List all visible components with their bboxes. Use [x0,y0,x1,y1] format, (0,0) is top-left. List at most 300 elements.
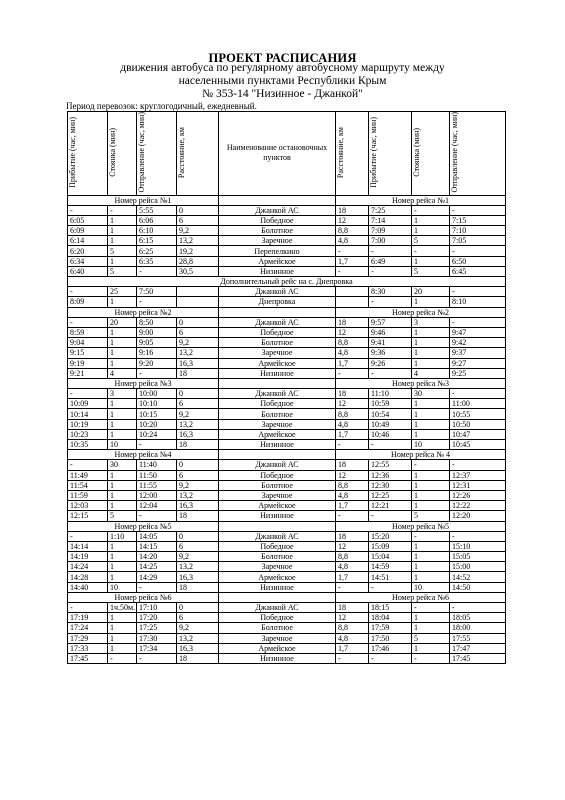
cell-stop-name: Джанкой АС [219,531,336,541]
trip-header-spacer [219,592,336,602]
table-row [68,297,506,307]
cell-stop: 1 [108,470,137,480]
cell-stop: 1 [108,226,137,236]
cell-stop-name: Джанкой АС [219,389,336,399]
cell-distance-return: 18 [336,205,369,215]
cell-arrival-return: - [369,653,412,663]
cell-distance: 16,3 [177,429,219,439]
cell-arrival-return: - [369,440,412,450]
cell-distance: 16,3 [177,358,219,368]
cell-departure-return: - [450,389,506,399]
cell-stop: 1 [108,236,137,246]
table-row [68,419,506,429]
cell-distance: 6 [177,399,219,409]
cell-arrival: 10:23 [68,429,108,439]
cell-stop-return: 10 [412,440,450,450]
cell-departure: 11:40 [137,460,177,470]
cell-stop-name: Победное [219,215,336,225]
cell-departure-return: 18:00 [450,623,506,633]
cell-distance: 9,2 [177,226,219,236]
cell-distance-return: 1,7 [336,256,369,266]
cell-stop-name: Низинное [219,266,336,276]
cell-distance: 6 [177,541,219,551]
trip-header-row [68,521,506,531]
cell-arrival: 14:24 [68,562,108,572]
cell-departure: 6:10 [137,226,177,236]
header-distance: Расстояние, км [177,112,219,196]
cell-stop: 10 [108,582,137,592]
extra-trip-row [68,277,506,287]
cell-distance-return: 18 [336,460,369,470]
cell-arrival: 14:14 [68,541,108,551]
cell-distance: 18 [177,511,219,521]
cell-distance: 16,3 [177,572,219,582]
cell-departure: 9:00 [137,327,177,337]
cell-stop-name: Днепровка [219,297,336,307]
cell-arrival-return: 12:36 [369,470,412,480]
cell-departure: 11:55 [137,480,177,490]
table-row [68,368,506,378]
cell-stop-name: Джанкой АС [219,603,336,613]
cell-arrival: - [68,531,108,541]
cell-arrival: 9:15 [68,348,108,358]
cell-stop: 1 [108,572,137,582]
table-row [68,501,506,511]
table-row [68,582,506,592]
cell-arrival-return: - [369,511,412,521]
cell-departure-return: - [450,531,506,541]
table-row [68,531,506,541]
cell-stop-return: 1 [412,338,450,348]
cell-stop: 1 [108,633,137,643]
cell-departure: 17:10 [137,603,177,613]
trip-header-spacer [219,378,336,388]
trip-header-row [68,378,506,388]
cell-stop-return: 20 [412,287,450,297]
cell-arrival-return: 17:59 [369,623,412,633]
trip-header-row [68,450,506,460]
cell-stop-return: 1 [412,613,450,623]
cell-arrival: 14:19 [68,552,108,562]
cell-stop: 1 [108,429,137,439]
cell-departure-return: 7:15 [450,215,506,225]
cell-arrival: - [68,317,108,327]
cell-departure: - [137,368,177,378]
cell-departure-return: 10:45 [450,440,506,450]
cell-distance: 6 [177,470,219,480]
cell-distance-return: 1,7 [336,358,369,368]
cell-stop: 1 [108,297,137,307]
table-row [68,256,506,266]
trip-number-return: Номер рейса №5 [336,521,506,531]
header-departure: Отправление (час, мин) [137,112,177,196]
cell-arrival: 9:04 [68,338,108,348]
cell-stop-return: 1 [412,541,450,551]
cell-arrival-return: - [369,266,412,276]
cell-stop: 1 [108,480,137,490]
table-row [68,215,506,225]
table-header-row [68,112,506,196]
cell-stop: 1 [108,623,137,633]
cell-stop-return: 1 [412,226,450,236]
cell-stop-return: 10 [412,582,450,592]
cell-arrival-return: 7:14 [369,215,412,225]
cell-departure: 9:05 [137,338,177,348]
cell-arrival-return: 8:30 [369,287,412,297]
cell-distance: 0 [177,389,219,399]
cell-departure-return: - [450,205,506,215]
trip-number-forward: Номер рейса №3 [68,378,219,388]
cell-arrival: 6:20 [68,246,108,256]
cell-stop-name: Джанкой АС [219,317,336,327]
cell-arrival: 10:09 [68,399,108,409]
cell-departure: 8:50 [137,317,177,327]
cell-departure: 5:55 [137,205,177,215]
cell-distance-return: - [336,266,369,276]
cell-stop-return: - [412,603,450,613]
cell-distance: 13,2 [177,419,219,429]
cell-stop-name: Заречное [219,419,336,429]
cell-stop: 1 [108,541,137,551]
cell-distance: 13,2 [177,490,219,500]
cell-stop-return: - [412,460,450,470]
cell-arrival: 10:35 [68,440,108,450]
cell-departure: - [137,440,177,450]
cell-departure: 14:15 [137,541,177,551]
cell-arrival: 12:03 [68,501,108,511]
cell-departure: 14:25 [137,562,177,572]
cell-stop-name: Болотное [219,338,336,348]
cell-departure-return: 12:31 [450,480,506,490]
cell-distance-return: 12 [336,215,369,225]
cell-stop: 1 [108,613,137,623]
cell-stop: 1 [108,215,137,225]
header-departure-return: Отправление (час, мин) [450,112,506,196]
period-note: Период перевозок: круглогодичный, ежедневный. [66,101,257,111]
cell-stop-name: Заречное [219,490,336,500]
table-row [68,623,506,633]
cell-distance-return: - [336,368,369,378]
cell-distance: 0 [177,205,219,215]
header-distance-return: Расстояние, км [336,112,369,196]
cell-departure-return: 17:55 [450,633,506,643]
cell-stop-name: Низинное [219,511,336,521]
cell-distance-return: 18 [336,603,369,613]
cell-stop-return: 1 [412,562,450,572]
cell-stop-return: - [412,531,450,541]
cell-stop: 4 [108,368,137,378]
cell-stop-return: 5 [412,633,450,643]
cell-stop-name: Джанкой АС [219,287,336,297]
document-subtitle-line-1: движения автобуса по регулярному автобусному маршруту между [120,62,445,74]
cell-arrival: 17:29 [68,633,108,643]
table-row [68,226,506,236]
trip-header-row [68,592,506,602]
cell-departure-return: 6:45 [450,266,506,276]
cell-stop-return: - [412,246,450,256]
table-row [68,236,506,246]
cell-distance-return: - [336,246,369,256]
cell-stop: 1 [108,419,137,429]
cell-distance: 13,2 [177,236,219,246]
trip-header-spacer [219,307,336,317]
trip-header-row [68,307,506,317]
cell-stop: 1 [108,358,137,368]
cell-arrival: 14:40 [68,582,108,592]
cell-stop: 1 [108,501,137,511]
cell-stop-return: 1 [412,552,450,562]
cell-departure-return: 9:27 [450,358,506,368]
cell-stop-return: 4 [412,368,450,378]
cell-stop: 1ч.50м. [108,603,137,613]
cell-departure-return: 17:45 [450,653,506,663]
cell-stop: 30 [108,460,137,470]
cell-arrival-return: 15:20 [369,531,412,541]
cell-arrival: 11:49 [68,470,108,480]
cell-distance-return: 18 [336,531,369,541]
cell-stop-name: Низинное [219,368,336,378]
cell-stop-return: 1 [412,399,450,409]
table-row [68,562,506,572]
cell-departure-return: 9:37 [450,348,506,358]
cell-stop: 1 [108,348,137,358]
cell-distance-return: 8,8 [336,552,369,562]
cell-stop-return: 30 [412,389,450,399]
cell-arrival: 6:34 [68,256,108,266]
cell-stop-return: 1 [412,470,450,480]
cell-distance: 9,2 [177,409,219,419]
cell-stop: 25 [108,287,137,297]
cell-arrival-return: 11:10 [369,389,412,399]
cell-stop-return: - [412,653,450,663]
cell-arrival-return: 9:36 [369,348,412,358]
trip-number-forward: Номер рейса №6 [68,592,219,602]
cell-departure-return: 10:50 [450,419,506,429]
cell-departure-return: 12:20 [450,511,506,521]
cell-distance-return: 8,8 [336,338,369,348]
cell-distance: 13,2 [177,348,219,358]
table-row [68,603,506,613]
cell-stop-name: Низинное [219,653,336,663]
cell-distance-return: 12 [336,327,369,337]
cell-departure: 17:34 [137,643,177,653]
cell-arrival-return: - [369,368,412,378]
cell-stop-name: Низинное [219,440,336,450]
cell-arrival: 8:09 [68,297,108,307]
cell-arrival-return: - [369,582,412,592]
cell-arrival: 6:14 [68,236,108,246]
cell-stop: 10 [108,440,137,450]
cell-distance-return [336,297,369,307]
cell-departure: 10:20 [137,419,177,429]
cell-stop-return: 1 [412,480,450,490]
cell-stop-return: 1 [412,490,450,500]
cell-stop-return: 1 [412,256,450,266]
cell-stop-return: 1 [412,419,450,429]
cell-departure-return: 9:25 [450,368,506,378]
table-row [68,205,506,215]
cell-stop-return: 3 [412,317,450,327]
cell-arrival-return: 7:25 [369,205,412,215]
cell-stop-return: 1 [412,623,450,633]
cell-stop-name: Заречное [219,348,336,358]
cell-arrival-return: 12:21 [369,501,412,511]
cell-stop-name: Болотное [219,480,336,490]
cell-distance: 6 [177,327,219,337]
cell-stop: 5 [108,511,137,521]
cell-departure: 10:24 [137,429,177,439]
cell-stop: 1:10 [108,531,137,541]
cell-stop: 1 [108,643,137,653]
cell-departure: 14:05 [137,531,177,541]
cell-stop-return: 1 [412,643,450,653]
cell-stop: 1 [108,327,137,337]
cell-departure: 10:00 [137,389,177,399]
cell-stop: 5 [108,266,137,276]
document-title: ПРОЕКТ РАСПИСАНИЯ [208,51,357,65]
cell-stop-return: 5 [412,236,450,246]
cell-distance: 18 [177,368,219,378]
cell-arrival: 8:59 [68,327,108,337]
cell-stop-name: Джанкой АС [219,460,336,470]
cell-departure-return: 12:37 [450,470,506,480]
cell-arrival: 12:15 [68,511,108,521]
cell-departure-return: 12:22 [450,501,506,511]
trip-number-return: Номер рейса № 4 [336,450,506,460]
header-arrival-return: Прибытие (час, мин) [369,112,412,196]
table-row [68,327,506,337]
cell-distance: 16,3 [177,643,219,653]
cell-stop: - [108,205,137,215]
table-row [68,490,506,500]
cell-departure: - [137,266,177,276]
cell-stop-name: Победное [219,399,336,409]
cell-departure-return: 14:50 [450,582,506,592]
cell-distance-return: - [336,511,369,521]
cell-distance-return: 1,7 [336,572,369,582]
cell-stop-name: Победное [219,470,336,480]
cell-arrival-return: 12:30 [369,480,412,490]
cell-distance: 0 [177,460,219,470]
cell-stop-name: Армейское [219,429,336,439]
cell-arrival: 17:45 [68,653,108,663]
cell-departure-return: 14:52 [450,572,506,582]
cell-arrival-return: 10:49 [369,419,412,429]
cell-departure: - [137,653,177,663]
table-row [68,470,506,480]
schedule-body [68,195,506,664]
trip-header-spacer [219,195,336,205]
cell-stop-name: Армейское [219,572,336,582]
cell-stop: 1 [108,338,137,348]
cell-stop: 1 [108,562,137,572]
cell-departure-return: 15:05 [450,552,506,562]
cell-departure-return: - [450,460,506,470]
cell-arrival: 6:05 [68,215,108,225]
cell-distance-return: 4,8 [336,490,369,500]
cell-arrival: 10:14 [68,409,108,419]
table-row [68,317,506,327]
cell-departure: 17:25 [137,623,177,633]
cell-arrival-return: 7:00 [369,236,412,246]
cell-stop-name: Болотное [219,552,336,562]
header-stop-return: Стоянка (мин) [412,112,450,196]
cell-distance: 18 [177,440,219,450]
cell-stop-return: - [412,205,450,215]
cell-distance: 9,2 [177,552,219,562]
table-row [68,440,506,450]
table-row [68,246,506,256]
table-row [68,633,506,643]
cell-arrival: - [68,460,108,470]
cell-arrival: 17:19 [68,613,108,623]
cell-arrival-return: 9:26 [369,358,412,368]
cell-stop-return: 1 [412,572,450,582]
cell-distance-return: 18 [336,389,369,399]
header-arrival: Прибытие (час, мин) [68,112,108,196]
cell-arrival-return: 9:46 [369,327,412,337]
cell-departure: 14:29 [137,572,177,582]
cell-departure-return: - [450,287,506,297]
cell-distance-return: 1,7 [336,501,369,511]
cell-stop: 3 [108,389,137,399]
cell-stop-name: Армейское [219,643,336,653]
cell-arrival-return: 10:54 [369,409,412,419]
extra-trip-label: Дополнительный рейс на с. Днепровка [68,277,506,287]
trip-number-return: Номер рейса №6 [336,592,506,602]
cell-arrival-return: 14:59 [369,562,412,572]
table-row [68,460,506,470]
cell-arrival-return: 18:04 [369,613,412,623]
cell-distance-return: 1,7 [336,643,369,653]
cell-distance-return: - [336,440,369,450]
cell-arrival: 6:40 [68,266,108,276]
cell-arrival: - [68,287,108,297]
table-row [68,348,506,358]
cell-arrival: 11:59 [68,490,108,500]
cell-distance-return: 4,8 [336,419,369,429]
cell-distance: 0 [177,603,219,613]
table-row [68,399,506,409]
cell-distance: 13,2 [177,633,219,643]
cell-stop-name: Армейское [219,358,336,368]
cell-distance-return [336,287,369,297]
cell-arrival-return: 10:59 [369,399,412,409]
cell-distance-return: 4,8 [336,562,369,572]
cell-stop-name: Заречное [219,562,336,572]
trip-number-forward: Номер рейса №1 [68,195,219,205]
cell-stop: 1 [108,552,137,562]
cell-stop: 1 [108,256,137,266]
cell-departure-return: 17:47 [450,643,506,653]
trip-number-return: Номер рейса №3 [336,378,506,388]
cell-distance-return: 18 [336,317,369,327]
cell-departure-return: 11:00 [450,399,506,409]
cell-distance-return: 4,8 [336,348,369,358]
cell-departure: - [137,582,177,592]
cell-distance: 0 [177,317,219,327]
cell-departure: 10:15 [137,409,177,419]
table-row [68,266,506,276]
cell-arrival-return: - [369,246,412,256]
cell-departure: - [137,297,177,307]
cell-distance: 0 [177,531,219,541]
cell-stop-return: 5 [412,266,450,276]
cell-stop-return: 1 [412,429,450,439]
table-row [68,338,506,348]
cell-distance [177,297,219,307]
cell-distance: 9,2 [177,338,219,348]
